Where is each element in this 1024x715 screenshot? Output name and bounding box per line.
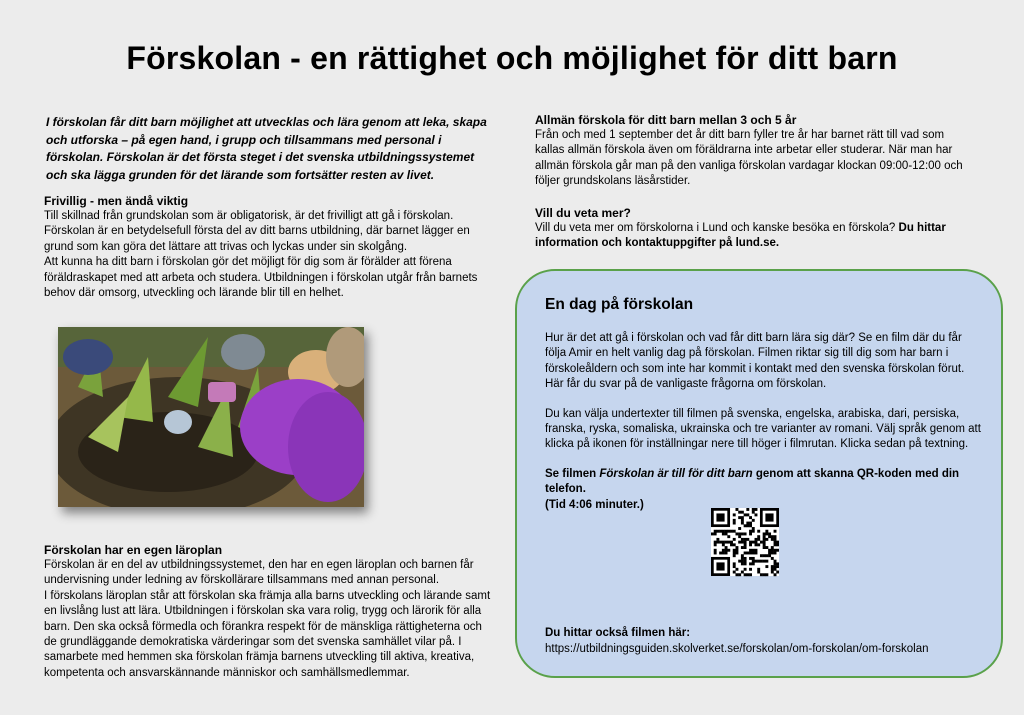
film-url[interactable]: https://utbildningsguiden.skolverket.se/forskolan/om-forskolan/om-forskolan — [545, 643, 929, 655]
children-planting-image — [58, 327, 364, 507]
children-photo — [58, 327, 364, 507]
section-paragraph: Förskolan är en del av utbildningssystemet, den har en egen läroplan och barnen får undervisning under ledning av förskollärare tillsammans med annan personal. — [44, 559, 474, 587]
section-paragraph: Till skillnad från grundskolan som är obligatorisk, är det frivilligt att gå i förskolan. Förskolan är en betydelsefull första del av ditt barns utbildning, där barnet lägger en grund som kan göra det lättare att trivas och lyckas under sin skolgång. — [44, 210, 470, 253]
section-heading: Förskolan har en egen läroplan — [44, 543, 223, 557]
section-paragraph: I förskolans läroplan står att förskolan ska främja alla barns utveckling och lärande samt en livslång lust att lära. Utbildningen i förskolan ska vara rolig, trygg och lärorik för alla barn. Den ska också förmedla och förankra respekt för de mänskliga rättigheterna och de grundläggande demokratiska värderingar som det svenska samhället vilar på. I samarbete med hemmen ska förskolan främja barnens utveckling till aktiva, kreativa, kompetenta och ansvarskännande människor och samhällsmedlemmar. — [44, 589, 491, 679]
qr-instruction-post: genom att skanna QR-koden med din telefon. — [545, 467, 960, 496]
box-title: En dag på förskolan — [545, 296, 694, 313]
box-paragraph: Hur är det att gå i förskolan och vad får ditt barn lära sig där? Se en film där du får följa Amir en helt vanlig dag på förskolan. Filmen riktar sig till dig som har barn i förskoleåldern och som inte har kommit i kontakt med den svenska förskolan förut. Här får du svar på de vanligaste frågorna om förskolan. — [545, 332, 965, 391]
qr-code[interactable] — [711, 493, 779, 591]
section-paragraph: Att kunna ha ditt barn i förskolan gör det möjligt för dig som är förälder att förena föräldraskapet med att arbeta och studera. Utbildningen i förskolan utgår från barnets behov där omsorg, utveckling och lärande blir till en helhet. — [44, 256, 478, 300]
section-vetamer — [535, 206, 975, 252]
section-paragraph — [535, 221, 975, 252]
vetamer-link-text: Du hittar information och kontaktuppgifter på lund.se. — [535, 222, 946, 250]
film-info-box — [515, 269, 1003, 678]
qr-code-icon[interactable] — [711, 493, 779, 591]
section-paragraph: Från och med 1 september det år ditt barn fyller tre år har barnet rätt till vad som kallas allmän förskola även om föräldrarna inte arbetar eller studerar. När man har allmän förskola går man på den vanliga förskolan vardagar klockan 09:00-12:00 och följer grundskolans läsårstider. — [535, 129, 963, 188]
qr-instruction-pre: Se filmen — [545, 467, 600, 480]
section-frivillig — [44, 194, 496, 301]
box-footer — [545, 625, 985, 657]
section-heading: Allmän förskola för ditt barn mellan 3 och 5 år — [535, 113, 797, 127]
film-duration: (Tid 4:06 minuter.) — [545, 498, 644, 511]
vetamer-text: Vill du veta mer om förskolorna i Lund och kanske besöka en förskola? — [535, 222, 896, 234]
section-heading: Vill du veta mer? — [535, 206, 631, 220]
section-laroplan — [44, 543, 496, 681]
section-allman — [535, 113, 975, 190]
intro-text: I förskolan får ditt barn möjlighet att utvecklas och lära genom att leka, skapa och utforska – på egen hand, i grupp och tillsammans med personal i förskolan. Förskolan är det första steget i det svenska utbildningssystemet och ska lägga grunden för det lärande som fortsätter resten av livet. — [46, 115, 487, 182]
film-title: Förskolan är till för ditt barn — [599, 467, 753, 480]
section-heading: Frivillig - men ändå viktig — [44, 194, 189, 208]
box-paragraph: Du kan välja undertexter till filmen på svenska, engelska, arabiska, dari, persiska, franska, ryska, somaliska, ukrainska och tre varianter av romani. Välj språk genom att klicka på ikonen för inställningar nere till höger i filmrutan. Klicka sedan på textning. — [545, 407, 981, 451]
page-title: Förskolan - en rättighet och möjlighet för ditt barn — [126, 40, 898, 76]
footer-heading: Du hittar också filmen här: — [545, 627, 691, 639]
